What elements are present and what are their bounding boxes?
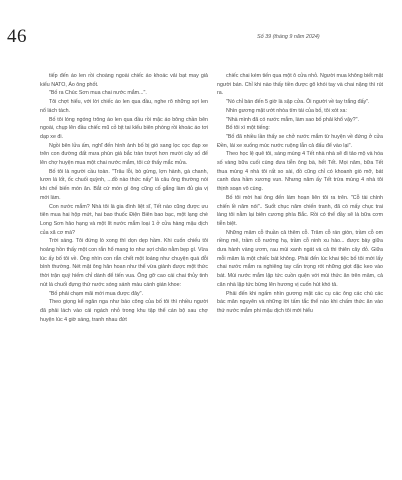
- paragraph: Bố tôi mời hai ông đến làm hoạn liên tôi ra trên. "Cỗ tài chính chiến lề năm nói".. Suốt chục năm chiến tranh, đã có mấy chục trai làng tôi nằm lại biên cương phía Bắc. Rồi có thể đầy sẽ là bữa cơm tiễn biệt.: [217, 194, 383, 227]
- paragraph: "Nhà mình đã có nước mắm, làm sao bố phải khổ vậy?".: [226, 116, 359, 123]
- article-left-column: [40, 72, 208, 324]
- paragraph: "Bố ra Chúc Sơn mua chai nước mắm...".: [49, 90, 147, 97]
- paragraph: "Bố phải chạm mãi mới mua được đây".: [49, 290, 144, 297]
- paragraph: Bố tôi xì một tiếng:: [226, 125, 270, 132]
- paragraph: Bố tôi là người cầu toàn. "Trâu lỗi, bò gừng, lợn hành, gà chanh, lươn lá lốt, ốc chuối quỳnh, ...đồ nào thức nấy" là câu ông thường nói khi chế biến món ăn. Bắt cứ món gì ông cũng cố gắng làm đủ gia vị mới làm.: [40, 168, 208, 201]
- paragraph: Bố tôi lóng ngóng trông áo len qua đầu rồi mặc áo bông chần bên ngoài, chụp lên đầu chiếc mũ cỏ bịt tai kiểu biên phòng rồi khoác áo tơi dạp xe đi.: [40, 116, 208, 140]
- article-right-column: [217, 72, 383, 316]
- page-number: 46: [7, 26, 27, 47]
- paragraph: "Nó chỉ bán đến 5 giờ là sập cửa. Ôi người về tay trắng đấy".: [226, 99, 370, 106]
- paragraph: Tôi chợt hiểu, với lời chiếc áo len qua đầu, nghe rõ những sợi len nổ lách tách.: [40, 99, 208, 114]
- issue-label: Số 39 (tháng 9 năm 2024): [257, 34, 320, 40]
- paragraph: Ngồi bên lửa ấm, nghĩ đến hình ảnh bố bị gió sang lọc cọc đạp xe trên con đường đất mưa phùn giá bắc tràn trượt hơn mười cây số để lên chợ huyện mua một chai nước mắm, tôi cứ thấy mắc mửa.: [40, 142, 208, 167]
- paragraph: chiếc chai kém tiến qua một ô cửa nhỏ. Người mua không biết mặt người bán. Chỉ khi nào thấy tiền được gõ khói tay và chai nặng thì rút ra.: [217, 73, 383, 97]
- paragraph: Theo giọng kể ngân nga như báo công của bố tôi thì nhiều người đã phải lách vào cái ngách nhỏ trong khu tập thể cán bộ sau chợ huyện lúc 4 giờ sáng, tranh nhau đứt: [40, 299, 208, 323]
- paragraph: Những mâm cỗ thuần cả thêm cỗ. Trâm cỗ rán giòn, trầm cỗ om riềng mẻ, trầm cỗ nướng hạ, trầm cỗ ninh xu hào... được bày giữa dưa hành vàng ươm, rau mùi xanh ngát và cả thi thiên cây đỏ. Giữa mỗi mâm là một chiếc bát không. Phải đến lúc khai tiệc bố tôi mới lấy chai nước mắm ra nghiêng tay cẩn trọng rót những giọt đặc keo vào bát. Mùi nước mắm lập tức cuồn quện với mùi thức ăn trên mâm, cả căn nhà lập tức bừng lên hương vị cuốn hút khó tả.: [217, 229, 383, 288]
- paragraph: Phải đến khi ngấm nhìn gương mặt các cụ các ông các chú các bác mân nguyên và những lời tấm tắc thể nào khi chấm thức ăn vào thứ nước mắm phi mậu dịch tôi mới hiểu: [217, 290, 383, 314]
- paragraph: Con nước mắm? Nhà tôi là gia đình liệt sĩ, Tết nào cũng được ưu tiên mua hai hộp mứt, hai bao thuốc Điện Biên bao bạc, một lạng chè Long Sơn hảo hạng và một lít nước mắm loại 1 ở cửa hàng mậu dịch của xã cơ mà?: [40, 203, 208, 236]
- paragraph: Theo học lệ quê tôi, sáng mùng 4 Tết nhà nhà sẽ đi tảo mộ và hóa số vàng bữa cuối cùng đưa tiễn ông bà, hết Tết. Mọi năm, bữa Tết thua mùng 4 nhà tôi rất so sài, đồ cũng chỉ có khoanh giò mỡ, bát canh dưa hầm xương vun. Nhưng năm ấy Tết trừa mùng 4 nhà tôi thịnh soạn vô cùng.: [217, 151, 383, 193]
- paragraph: Nhìn gương mặt ướt nhòa tím tái của bố, tôi xót xa:: [226, 107, 347, 114]
- paragraph: Trời sáng. Tôi đứng lò xong thì dọn dẹp hầm. Khi cuốn chiếu tôi hoảng hồn thấy một con rắn hổ mang to như sợi chão nằm bẹp gí. Vừa lúc ấy bố tôi về. Ông nhìn con rắn chết một loáng như chuyện quá đỗi bình thường. Nét mặt ông hân hoan như thể vừa giành được một thức thời trận quý hiếm chỉ dành để tiến vua. Ông gỡ cao cái chai thủy tinh nút lá chuối đựng thứ nước sóng sánh màu cánh gián khoe:: [40, 238, 208, 288]
- paragraph: tiếp đến áo len rồi choàng ngoài chiếc áo khoác vải bạt may giả kiểu NATO, Áo ông phốt.: [40, 73, 208, 88]
- paragraph: "Bố đã nhiều lần thấy se chở nước mắm từ huyện về đứng ở cửa Đền, lái xe xuống múc nước ruộng lẫn cả đấu để vào lại".: [217, 133, 383, 149]
